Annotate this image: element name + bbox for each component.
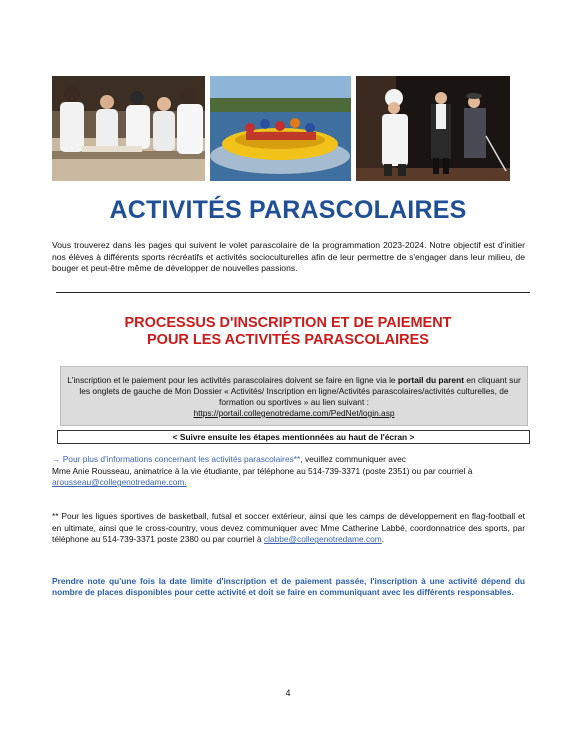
sports-paragraph bbox=[52, 511, 525, 546]
page-title: ACTIVITÉS PARASCOLAIRES bbox=[109, 196, 467, 224]
intro-paragraph: Vous trouverez dans les pages qui suivent le volet parascolaire de la programmation 2023-2024. Notre objectif est d'initier nos élèves à différents sports récréatifs et activités socioculturelles afin de leur permettre de s'engager dans leur milieu, de bouger et peut-être même de développer de nouvelles passions. bbox=[52, 240, 525, 274]
contact-text-2: Mme Anie Rousseau, animatrice à la vie étudiante, par téléphone au 514-739-3371 (poste 2351) ou par courriel à bbox=[52, 465, 473, 476]
section-title-line2: POUR LES ACTIVITÉS PARASCOLAIRES bbox=[147, 332, 429, 348]
email-link-arousseau[interactable]: arousseau@collegenotredame.com. bbox=[52, 477, 187, 487]
portal-label: portail du parent bbox=[397, 375, 464, 385]
photo-theatre bbox=[356, 76, 510, 181]
info-arrow-text: → Pour plus d'informations concernant les activités parascolaires** bbox=[52, 454, 301, 464]
sports-text: ** Pour les ligues sportives de basketball, futsal et soccer extérieur, ainsi que les camps de développement en flag-football et en ultimate, ainsi que le cross-country, vous devez communiquer avec Mme Catherine Labbé, coordonnatrice des sports, par téléphone au 514-739-3371 poste 2380 ou par courriel à bbox=[52, 511, 525, 545]
divider bbox=[56, 292, 530, 293]
registration-info-box bbox=[60, 366, 528, 426]
sports-period: . bbox=[381, 534, 385, 545]
page-number: 4 bbox=[285, 688, 291, 698]
section-title bbox=[0, 315, 576, 349]
email-link-clabbe[interactable]: clabbe@collegenotredame.com bbox=[263, 534, 382, 545]
portal-link[interactable]: https://portail.collegenotredame.com/PedNet/login.asp bbox=[193, 408, 395, 418]
photo-lab-students bbox=[52, 76, 205, 181]
section-title-line1: PROCESSUS D'INSCRIPTION ET DE PAIEMENT bbox=[124, 315, 452, 331]
contact-text-1: , veuillez communiquer avec bbox=[300, 454, 406, 464]
photo-rafting bbox=[210, 76, 351, 181]
header-photos bbox=[52, 76, 510, 181]
box-text-before: L'inscription et le paiement pour les activités parascolaires doivent se faire en ligne via le bbox=[67, 375, 398, 385]
deadline-note: Prendre note qu'une fois la date limite d'inscription et de paiement passée, l'inscription à une activité dépend du nombre de places disponibles pour cette activité et doit se faire en communiquant avec les différents responsables. bbox=[52, 576, 525, 598]
contact-paragraph bbox=[52, 454, 527, 489]
steps-instruction: < Suivre ensuite les étapes mentionnées au haut de l'écran > bbox=[57, 430, 530, 444]
box-text-after: en cliquant sur les onglets de gauche de Mon Dossier « Activités/ Inscription en ligne/Activités parascolaires/activités culturelles, de formation ou sportives » au lien suivant : bbox=[79, 375, 521, 407]
